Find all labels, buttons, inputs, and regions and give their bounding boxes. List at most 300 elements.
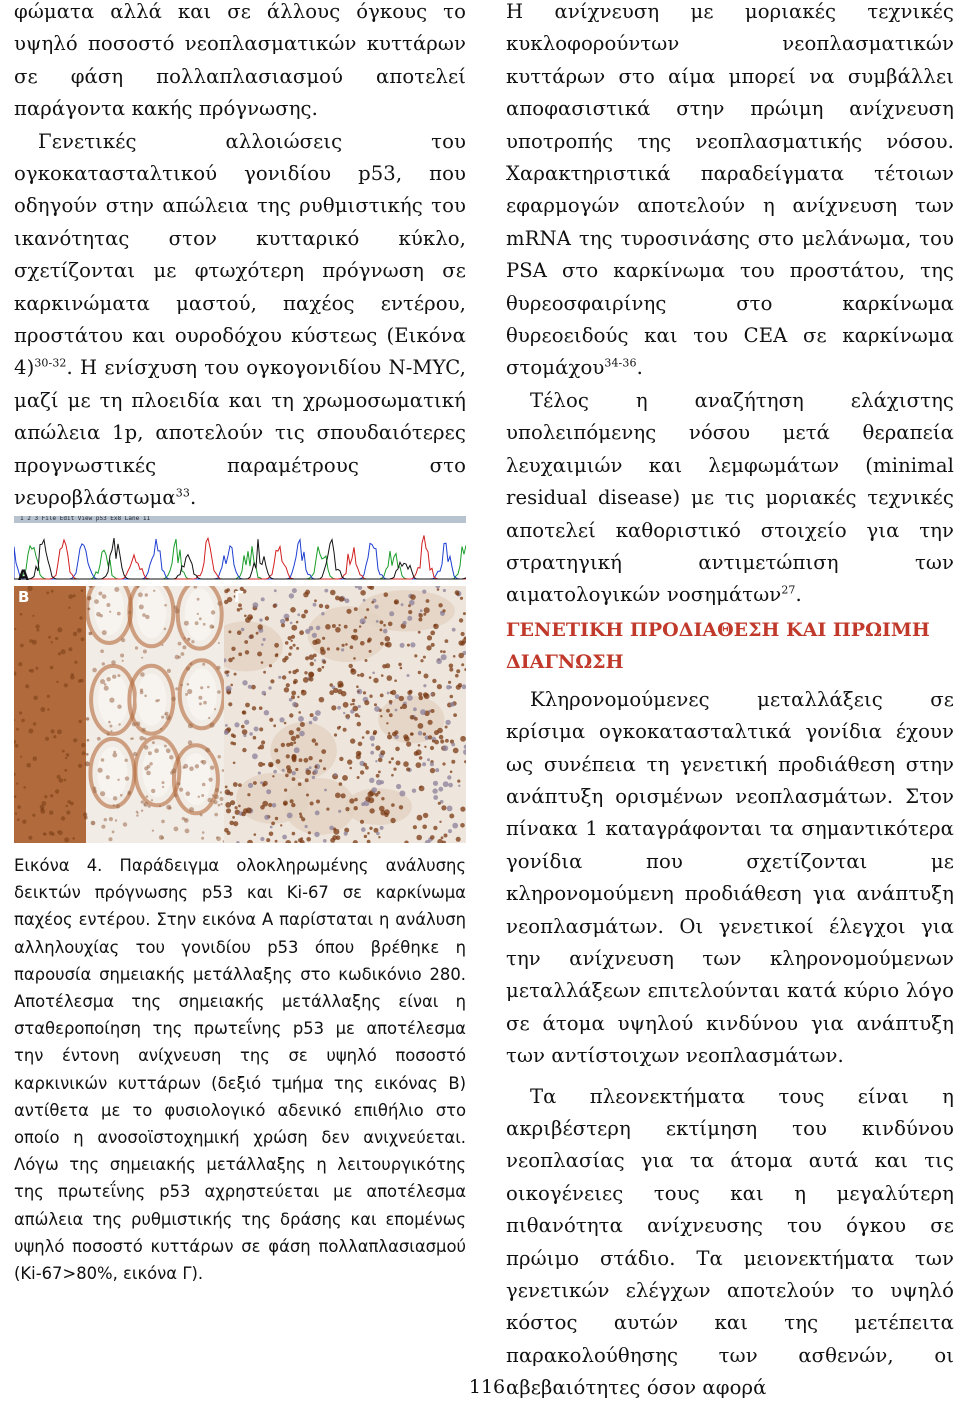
ki67-nucleus (304, 671, 307, 674)
ki67-nucleus (456, 685, 461, 690)
ki67-nucleus (423, 684, 426, 687)
nucleus (145, 615, 149, 619)
nucleus (191, 640, 194, 643)
gland-region (307, 606, 387, 662)
ki67-nucleus (289, 713, 293, 717)
nucleus (59, 778, 64, 783)
ki67-nucleus (410, 732, 413, 735)
nucleus (161, 836, 164, 839)
nucleus (188, 723, 193, 728)
ki67-nucleus (238, 652, 242, 656)
ki67-nucleus (352, 706, 358, 712)
ki67-nucleus (329, 826, 334, 831)
nucleus (199, 702, 202, 705)
ki67-nucleus (245, 650, 249, 654)
ki67-nucleus (366, 730, 370, 734)
ki67-nucleus (237, 630, 242, 635)
ki67-nucleus (268, 803, 272, 807)
chromatogram-traces (14, 523, 466, 586)
nucleus (220, 791, 222, 793)
ki67-nucleus (284, 687, 289, 692)
nucleus (109, 611, 111, 613)
nucleus (174, 794, 178, 798)
nucleus (64, 837, 69, 842)
citation-ref: 33 (175, 486, 190, 500)
ki67-nucleus (276, 653, 279, 656)
ki67-nucleus (352, 699, 356, 703)
ki67-nucleus (306, 794, 309, 797)
nucleus (81, 743, 85, 747)
ki67-nucleus (449, 668, 453, 672)
ki67-nucleus (354, 806, 358, 810)
right-paragraph-4: Τα πλεονεκτήματα τους είναι η ακριβέστερη εκτίμηση του κινδύνου νεοπλασίας για τα άτομα αυτά και τις οικογένειες τους και η μεγαλύτερη πιθανότητα ανίχνευσης του όγκου σε πρώιμο στάδιο. Τα μειονεκτήματα των γενετικών ελέγχων αποτελούν το υψηλό κόστος αυτών και της μετέπειτα παρακολούθησης των ασθενών, οι αβεβαιότητες όσον αφορά (506, 1084, 954, 1400)
ki67-nucleus (350, 645, 354, 649)
citation-ref: 27 (781, 583, 796, 597)
ki67-nucleus (360, 770, 364, 774)
nucleus (101, 758, 105, 762)
nucleus (152, 830, 154, 832)
ki67-nucleus (424, 607, 430, 613)
ki67-nucleus (369, 808, 374, 813)
ki67-nucleus (392, 732, 397, 737)
ki67-nucleus (372, 672, 375, 675)
ki67-nucleus (260, 781, 263, 784)
nucleus (125, 759, 128, 762)
ki67-nucleus (310, 713, 314, 717)
nucleus (174, 827, 179, 832)
ki67-nucleus (418, 631, 421, 634)
ki67-nucleus (403, 621, 407, 625)
ki67-nucleus (284, 789, 287, 792)
nucleus (66, 753, 70, 757)
ki67-nucleus (270, 679, 274, 683)
nucleus (17, 805, 21, 809)
ki67-nucleus (418, 618, 422, 622)
ki67-nucleus (263, 638, 266, 641)
ki67-nucleus (341, 648, 344, 651)
ki67-nucleus (377, 791, 380, 794)
ki67-nucleus (458, 653, 464, 659)
ki67-nucleus (266, 838, 270, 842)
nucleus (47, 695, 50, 698)
nucleus (16, 783, 18, 785)
nucleus (182, 817, 185, 820)
nucleus (151, 799, 153, 801)
ki67-nucleus (226, 588, 230, 592)
ki67-nucleus (422, 590, 426, 594)
ki67-nucleus (376, 832, 380, 836)
ki67-nucleus (423, 613, 426, 616)
nucleus (73, 632, 77, 636)
ki67-nucleus (385, 636, 391, 642)
ki67-nucleus (344, 832, 348, 836)
nucleus (111, 730, 113, 732)
nucleus (112, 675, 116, 679)
ki67-nucleus (418, 731, 423, 736)
nucleus (35, 624, 39, 628)
ki67-nucleus (232, 734, 236, 738)
nucleus (212, 794, 214, 796)
residual-disease-paragraph-text: Τέλος η αναζήτηση ελάχιστης υπολειπόμενης νόσου μετά θεραπεία λευχαιμιών και λεμφωμάτων (minimal residual disease) με τις μοριακές τεχνικές αποτελεί καθοριστικό στοιχείο για την στρατηγική αντιμετώπιση των αιματολογικών νοσημάτων (506, 388, 954, 607)
ki67-nucleus (399, 696, 404, 701)
ki67-nucleus (456, 669, 460, 673)
ki67-nucleus (309, 766, 312, 769)
nucleus (198, 696, 202, 700)
nucleus (186, 667, 190, 671)
ki67-nucleus (286, 765, 291, 770)
ki67-nucleus (281, 743, 285, 747)
ki67-nucleus (364, 700, 369, 705)
crypt-lumen (187, 668, 217, 720)
ki67-nucleus (258, 772, 261, 775)
nucleus (111, 660, 116, 665)
ki67-nucleus (308, 831, 311, 834)
ki67-nucleus (428, 720, 433, 725)
ki67-nucleus (250, 616, 253, 619)
ki67-nucleus (430, 746, 434, 750)
nucleus (44, 795, 47, 798)
ki67-nucleus (383, 629, 388, 634)
ki67-nucleus (343, 702, 349, 708)
ki67-nucleus (233, 742, 236, 745)
nucleus (209, 722, 214, 727)
nucleus (145, 593, 148, 596)
ki67-nucleus (360, 590, 366, 596)
ki67-nucleus (233, 782, 238, 787)
ki67-nucleus (447, 806, 453, 812)
ki67-nucleus (308, 672, 314, 678)
ki67-nucleus (441, 805, 446, 810)
nucleus (148, 751, 152, 755)
nucleus (195, 621, 199, 625)
ki67-nucleus (356, 685, 359, 688)
nucleus (185, 819, 187, 821)
nucleus (113, 796, 117, 800)
nucleus (96, 612, 101, 617)
nucleus (144, 695, 147, 698)
ki67-nucleus (228, 702, 232, 706)
ki67-nucleus (334, 773, 337, 776)
nucleus (20, 756, 22, 758)
ki67-nucleus (330, 683, 333, 686)
nucleus (50, 666, 54, 670)
ki67-nucleus (380, 694, 384, 698)
nucleus (187, 638, 190, 641)
panel-label-b: B (18, 588, 30, 606)
ki67-nucleus (423, 656, 426, 659)
ki67-nucleus (374, 703, 377, 706)
nucleus (166, 715, 171, 720)
ki67-nucleus (292, 702, 297, 707)
ki67-nucleus (229, 792, 233, 796)
ki67-nucleus (253, 602, 259, 608)
ki67-nucleus (314, 832, 319, 837)
ki67-nucleus (370, 736, 375, 741)
nucleus (188, 740, 193, 745)
nucleus (92, 668, 97, 673)
ki67-nucleus (369, 676, 372, 679)
ki67-nucleus (249, 732, 253, 736)
crypt-lumen (181, 753, 211, 805)
ki67-nucleus (273, 604, 277, 608)
nucleus (87, 739, 90, 742)
ki67-nucleus (244, 720, 249, 725)
ki67-nucleus (241, 725, 245, 729)
ki67-nucleus (272, 775, 274, 777)
ki67-nucleus (345, 807, 349, 811)
ki67-nucleus (420, 659, 423, 662)
nucleus (104, 683, 107, 686)
nucleus (151, 789, 155, 793)
ki67-nucleus (291, 691, 296, 696)
ki67-nucleus (284, 722, 287, 725)
ki67-nucleus (380, 780, 384, 784)
nucleus (189, 766, 194, 771)
ki67-nucleus (292, 588, 297, 593)
ki67-nucleus (416, 835, 422, 841)
ki67-nucleus (261, 740, 265, 744)
ki67-nucleus (258, 624, 263, 629)
ki67-nucleus (448, 681, 451, 684)
ki67-nucleus (274, 589, 277, 592)
ki67-nucleus (244, 640, 248, 644)
ki67-nucleus (442, 745, 448, 751)
ki67-nucleus (406, 742, 411, 747)
nucleus (218, 642, 220, 644)
ki67-nucleus (322, 637, 325, 640)
nucleus (213, 800, 217, 804)
ki67-nucleus (284, 656, 288, 660)
ki67-nucleus (373, 732, 377, 736)
nucleus (182, 645, 186, 649)
page-number: 116 (468, 1376, 506, 1398)
ki67-nucleus (445, 739, 449, 743)
ki67-nucleus (341, 793, 346, 798)
nucleus (64, 769, 67, 772)
ki67-nucleus (463, 612, 466, 615)
nucleus (109, 817, 113, 821)
nucleus (33, 696, 37, 700)
ki67-nucleus (249, 634, 254, 639)
nucleus (64, 683, 68, 687)
ki67-nucleus (366, 608, 369, 611)
ki67-nucleus (450, 695, 454, 699)
ki67-nucleus (387, 675, 393, 681)
ki67-nucleus (350, 703, 352, 705)
ki67-nucleus (232, 816, 235, 819)
ki67-nucleus (443, 589, 446, 592)
ki67-nucleus (298, 711, 301, 714)
ki67-nucleus (330, 838, 335, 843)
nucleus (217, 690, 221, 694)
ki67-nucleus (424, 674, 429, 679)
nucleus (66, 805, 68, 807)
ki67-nucleus (357, 776, 360, 779)
nucleus (109, 698, 114, 703)
ki67-nucleus (369, 650, 372, 653)
caption-label: Εικόνα 4. (14, 856, 103, 875)
nucleus (26, 763, 31, 768)
nucleus (19, 711, 22, 714)
nucleus (189, 807, 194, 812)
nucleus (210, 766, 214, 770)
ki67-nucleus (296, 735, 300, 739)
ki67-nucleus (391, 803, 395, 807)
ki67-nucleus (461, 663, 464, 666)
ki67-nucleus (383, 624, 386, 627)
nucleus (153, 590, 155, 592)
nucleus (61, 649, 66, 654)
ki67-nucleus (244, 615, 247, 618)
ki67-nucleus (364, 835, 367, 838)
ki67-nucleus (309, 654, 315, 660)
nucleus (55, 637, 58, 640)
ki67-nucleus (299, 813, 302, 816)
nucleus (202, 783, 206, 787)
ki67-nucleus (315, 710, 321, 716)
panel-b-p53-immunostain (14, 586, 224, 843)
crypt-lumen (185, 589, 215, 641)
ki67-nucleus (422, 762, 426, 766)
ki67-nucleus (365, 659, 368, 662)
nucleus (203, 701, 207, 705)
ki67-nucleus (227, 597, 232, 602)
nucleus (46, 592, 49, 595)
ki67-nucleus (289, 671, 292, 674)
ki67-nucleus (419, 613, 423, 617)
ki67-nucleus (360, 618, 366, 624)
ki67-nucleus (339, 757, 343, 761)
ki67-nucleus (443, 781, 449, 787)
nucleus (115, 819, 117, 821)
ki67-nucleus (448, 783, 453, 788)
ki67-nucleus (347, 759, 352, 764)
ki67-nucleus (458, 785, 460, 787)
ki67-nucleus (333, 688, 338, 693)
ki67-nucleus (330, 590, 336, 596)
nucleus (149, 762, 152, 765)
ki67-nucleus (432, 679, 436, 683)
ki67-nucleus (228, 630, 231, 633)
ki67-nucleus (381, 674, 384, 677)
ki67-nucleus (385, 663, 390, 668)
ki67-nucleus (410, 715, 415, 720)
ki67-nucleus (274, 643, 279, 648)
ki67-nucleus (280, 824, 282, 826)
ki67-nucleus (322, 666, 325, 669)
ki67-nucleus (315, 765, 318, 768)
ki67-nucleus (339, 782, 343, 786)
nucleus (160, 728, 162, 730)
nucleus (159, 805, 161, 807)
left-paragraph-1: φώματα αλλά και σε άλλους όγκους το υψηλό ποσοστό νεοπλασματικών κυττάρων σε φάση πολλαπλασιασμού αποτελεί παράγοντα κακής πρόγνωσης. (14, 0, 466, 121)
ki67-nucleus (308, 756, 312, 760)
nucleus (183, 637, 185, 639)
ki67-nucleus (386, 709, 390, 713)
nucleus (217, 601, 222, 606)
ki67-nucleus (381, 797, 384, 800)
ki67-nucleus (449, 814, 454, 819)
ki67-nucleus (268, 762, 274, 768)
ki67-nucleus (363, 599, 366, 602)
ki67-nucleus (226, 686, 232, 692)
ki67-nucleus (399, 805, 403, 809)
nucleus (79, 616, 82, 619)
nucleus (55, 789, 59, 793)
nucleus (141, 800, 144, 803)
nucleus (201, 837, 204, 840)
nucleus (93, 787, 97, 791)
ki67-nucleus (414, 751, 419, 756)
ki67-nucleus (316, 800, 320, 804)
ki67-nucleus (225, 802, 231, 808)
nucleus (141, 810, 143, 812)
nucleus (20, 644, 24, 648)
nucleus (123, 822, 127, 826)
ki67-nucleus (254, 833, 257, 836)
nucleus (184, 621, 189, 626)
nucleus (125, 776, 129, 780)
ki67-nucleus (353, 629, 357, 633)
ki67-nucleus (365, 766, 369, 770)
ki67-nucleus (398, 663, 402, 667)
ki67-nucleus (387, 735, 392, 740)
panel-label-g: Γ (234, 588, 244, 606)
nucleus (116, 804, 120, 808)
ki67-nucleus (438, 603, 442, 607)
ki67-nucleus (449, 664, 454, 669)
ki67-nucleus (321, 612, 324, 615)
ki67-nucleus (360, 820, 364, 824)
nucleus (161, 820, 165, 824)
ki67-nucleus (452, 628, 456, 632)
nucleus (106, 677, 110, 681)
ki67-nucleus (349, 664, 353, 668)
ki67-nucleus (371, 743, 374, 746)
nucleus (102, 662, 105, 665)
ki67-nucleus (407, 644, 410, 647)
nucleus (177, 782, 180, 785)
ki67-nucleus (273, 724, 276, 727)
ki67-nucleus (316, 626, 321, 631)
ki67-nucleus (228, 658, 233, 663)
nucleus (208, 717, 210, 719)
ki67-nucleus (226, 808, 231, 813)
nucleus (142, 613, 146, 617)
nucleus (161, 716, 164, 719)
nucleus (209, 778, 213, 782)
ki67-nucleus (376, 774, 380, 778)
ki67-nucleus (416, 762, 422, 768)
ki67-nucleus (301, 690, 304, 693)
ki67-nucleus (442, 762, 445, 765)
nucleus (28, 836, 32, 840)
ki67-nucleus (451, 743, 455, 747)
ki67-nucleus (358, 705, 361, 708)
nucleus (217, 666, 221, 670)
ki67-nucleus (309, 721, 313, 725)
nucleus (199, 617, 202, 620)
ki67-nucleus (233, 821, 238, 826)
ki67-nucleus (441, 836, 444, 839)
right-column (506, 0, 954, 1405)
nucleus (71, 673, 74, 676)
ki67-nucleus (445, 720, 450, 725)
ki67-nucleus (298, 716, 304, 722)
ki67-nucleus (346, 609, 351, 614)
nucleus (43, 833, 46, 836)
nucleus (113, 804, 115, 806)
